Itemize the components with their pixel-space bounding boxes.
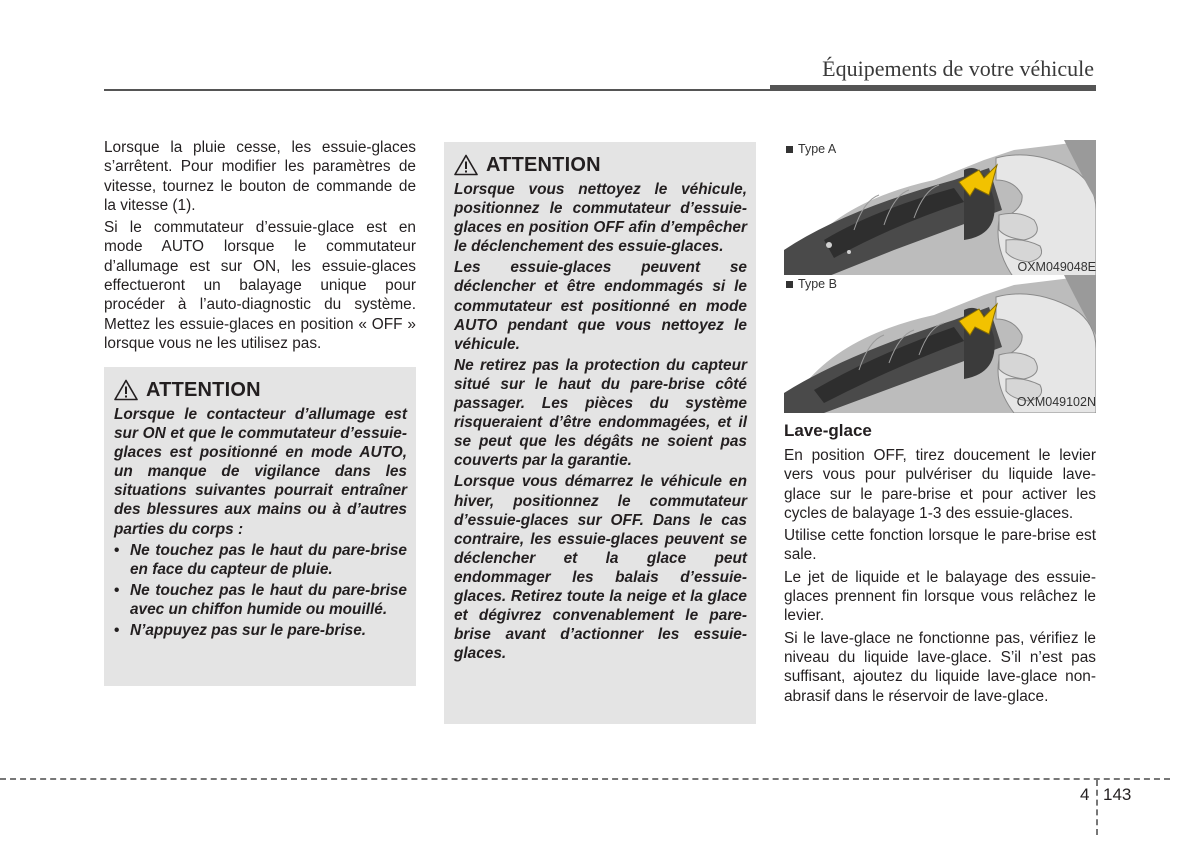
body-paragraph: En position OFF, tirez doucement le levier vers vous pour pulvériser du liquide lave-glace sur le pare-brise et pour activer les cycles de balayage 1-3 des essuie-glaces. [784, 447, 1096, 522]
body-paragraph: Lorsque la pluie cesse, les essuie-glaces s’arrêtent. Pour modifier les paramètres de vitesse, tournez le bouton de commande de la vitesse (1). [104, 139, 416, 214]
figure-code: OXM049102N [1016, 395, 1096, 409]
body-paragraph: Utilise cette fonction lorsque le pare-brise est sale. [784, 527, 1096, 564]
square-bullet-icon [786, 146, 793, 153]
figure-label-text: Type A [798, 142, 837, 156]
attention-title: ATTENTION [146, 378, 261, 401]
attention-title: ATTENTION [486, 153, 601, 176]
body-paragraph: Si le lave-glace ne fonctionne pas, vérifiez le niveau du liquide lave-glace. S’il n’est pas suffisant, ajoutez du liquide lave-glace non-abrasif dans le réservoir de lave-glace. [784, 629, 1096, 705]
square-bullet-icon [786, 281, 793, 288]
attention-paragraph: Lorsque vous démarrez le véhicule en hiver, positionnez le commutateur d’essuie-glaces sur OFF. Dans le cas contraire, les essuie-glaces peuvent se déclencher et la glace peut endommager les balais d’essuie-glaces. Retirez toute la neige et la glace et dégivrez convenablement le pare-brise avant d’actionner les essuie-glaces. [454, 473, 747, 663]
body-paragraph: Le jet de liquide et le balayage des essuie-glaces prennent fin lorsque vous relâchez le levier. [784, 568, 1096, 625]
figure-label [786, 142, 836, 156]
figure-label [786, 277, 837, 291]
attention-header [114, 377, 407, 403]
figure-type-a [784, 140, 1096, 278]
header-rule [104, 89, 770, 91]
warning-triangle-icon [454, 154, 478, 176]
body-paragraph: Si le commutateur d’essuie-glace est en mode AUTO lorsque le commutateur d’allumage est sur ON, les essuie-glaces effectueront un balayage unique pour procéder à l’auto-diagnostic du système. Mettez les essuie-glaces en position « OFF » lorsque vous ne les utilisez pas. [104, 219, 416, 352]
page-number: 143 [1103, 785, 1132, 804]
attention-paragraph: Lorsque vous nettoyez le véhicule, positionnez le commutateur d’essuie-glaces en position OFF afin d’empêcher le déclenchement des essuie-glaces. [454, 181, 747, 256]
attention-bullet-list [114, 541, 407, 640]
attention-paragraph: Ne retirez pas la protection du capteur situé sur le haut du pare-brise côté passager. Les pièces du système risqueraient d’être endommagées, et il se peut que les dégâts ne soient pas couverts par la garantie. [454, 356, 747, 470]
attention-bullet: • Ne touchez pas le haut du pare-brise en face du capteur de pluie. [114, 541, 407, 579]
column-1 [104, 138, 416, 353]
chapter-number: 4 [1080, 785, 1090, 804]
figure-label-text: Type B [798, 277, 837, 291]
footer-divider [1096, 780, 1098, 835]
attention-intro: Lorsque le contacteur d’allumage est sur ON et que le commutateur d’essuie-glaces est positionné en mode AUTO, un manque de vigilance dans les situations suivantes pourrait entraîner des blessures aux mains ou à d’autres parties du corps : [114, 406, 407, 538]
page-header-title: Équipements de votre véhicule [822, 56, 1094, 81]
section-heading: Lave-glace [784, 421, 872, 440]
attention-box [444, 142, 756, 724]
footer-rule [0, 778, 1170, 780]
warning-triangle-icon [114, 379, 138, 401]
wiper-lever-illustration [784, 140, 1096, 278]
attention-paragraph: Les essuie-glaces peuvent se déclencher et être endommagés si le commutateur est positionné en mode AUTO pendant que vous nettoyez le véhicule. [454, 259, 747, 353]
header-rule-thick [770, 85, 1096, 91]
wiper-lever-illustration [784, 275, 1096, 413]
figure-type-b [784, 275, 1096, 413]
attention-bullet: • Ne touchez pas le haut du pare-brise avec un chiffon humide ou mouillé. [114, 581, 407, 619]
figure-code: OXM049048E [1017, 260, 1096, 274]
attention-box [104, 367, 416, 686]
attention-header [454, 152, 747, 178]
attention-bullet: • N’appuyez pas sur le pare-brise. [114, 621, 407, 640]
column-3 [784, 421, 1096, 706]
